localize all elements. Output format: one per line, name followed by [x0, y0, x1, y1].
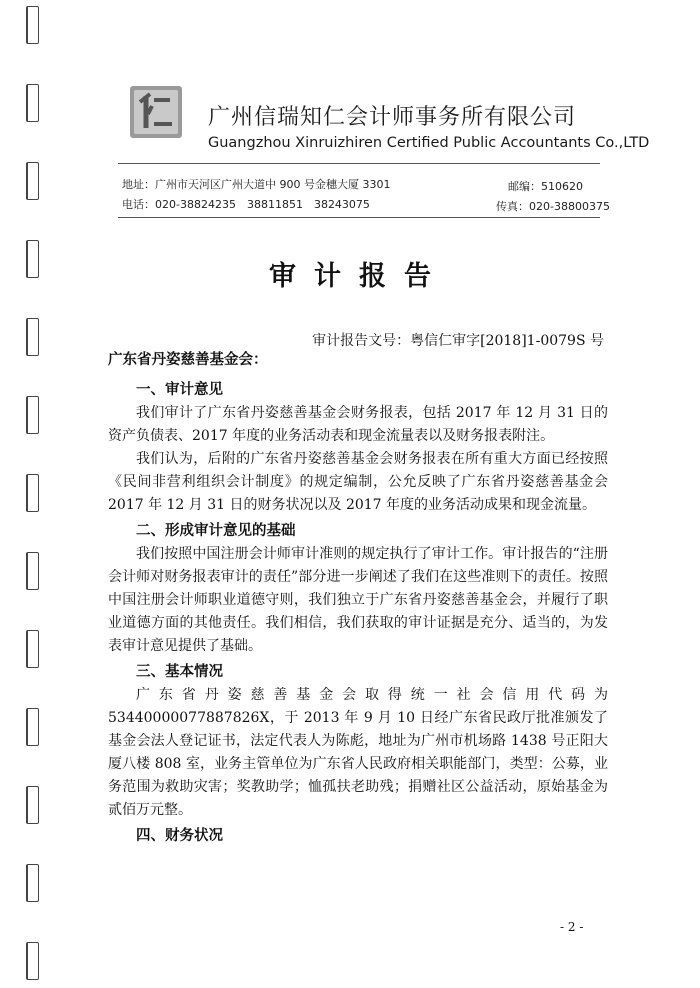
firm-address: 地址：广州市天河区广州大道中 900 号金穗大厦 3301 — [122, 178, 391, 191]
letterhead-divider-top — [118, 163, 600, 164]
firm-phone: 电话：020-38824235 38811851 38243075 — [122, 198, 370, 211]
section-heading: 一、审计意见 — [136, 382, 223, 398]
letterhead — [120, 80, 650, 160]
section-heading: 三、基本情况 — [136, 664, 223, 680]
firm-name-en: Guangzhou Xinruizhiren Certified Public Accountants Co.,LTD — [208, 135, 650, 151]
report-body — [108, 378, 608, 848]
section-heading: 二、形成审计意见的基础 — [136, 523, 296, 539]
report-reference-number: 审计报告文号：粤信仁审字[2018]1-0079S 号 — [312, 333, 604, 349]
firm-logo — [128, 84, 184, 140]
report-title: 审计报告 — [269, 261, 449, 292]
firm-name-cn: 广州信瑞知仁会计师事务所有限公司 — [208, 105, 577, 130]
section-paragraph: 我们按照中国注册会计师审计准则的规定执行了审计工作。审计报告的“注册会计师对财务报表审计的责任”部分进一步阐述了我们在这些准则下的责任。按照中国注册会计师职业道德守则，我们独立于广东省丹姿慈善基金会，并履行了职业道德方面的其他责任。我们相信，我们获取的审计证据是充分、适当的，为发表审计意见提供了基础。 — [108, 546, 608, 654]
section-paragraph: 我们认为，后附的广东省丹姿慈善基金会财务报表在所有重大方面已经按照《民间非营利组织会计制度》的规定编制，公允反映了广东省丹姿慈善基金会 2017 年 12 月 31 日的财务状况以及 2017 年度的业务活动成果和现金流量。 — [108, 451, 608, 513]
firm-fax: 传真：020-38800375 — [496, 200, 610, 213]
report-addressee: 广东省丹姿慈善基金会： — [108, 352, 268, 368]
section-paragraph: 广东省丹姿慈善基金会取得统一社会信用代码为 53440000077887826X，于 2013 年 9 月 10 日经广东省民政厅批准颁发了基金会法人登记证书，法定代表人为陈彪，地址为广州市机场路 1438 号正阳大厦八楼 808 室，业务主管单位为广东省人民政府相关职能部门，类型：公募，业务范围为救助灾害；奖教助学；恤孤扶老助残；捐赠社区公益活动，原始基金为贰佰万元整。 — [108, 687, 608, 818]
page-number: - 2 - — [560, 920, 584, 934]
section-paragraph: 我们审计了广东省丹姿慈善基金会财务报表，包括 2017 年 12 月 31 日的资产负债表、2017 年度的业务活动表和现金流量表以及财务报表附注。 — [108, 405, 608, 444]
section-heading: 四、财务状况 — [136, 828, 223, 844]
binding-holes — [26, 0, 42, 988]
letterhead-divider-bottom — [118, 217, 600, 218]
firm-postcode: 邮编：510620 — [508, 180, 583, 193]
